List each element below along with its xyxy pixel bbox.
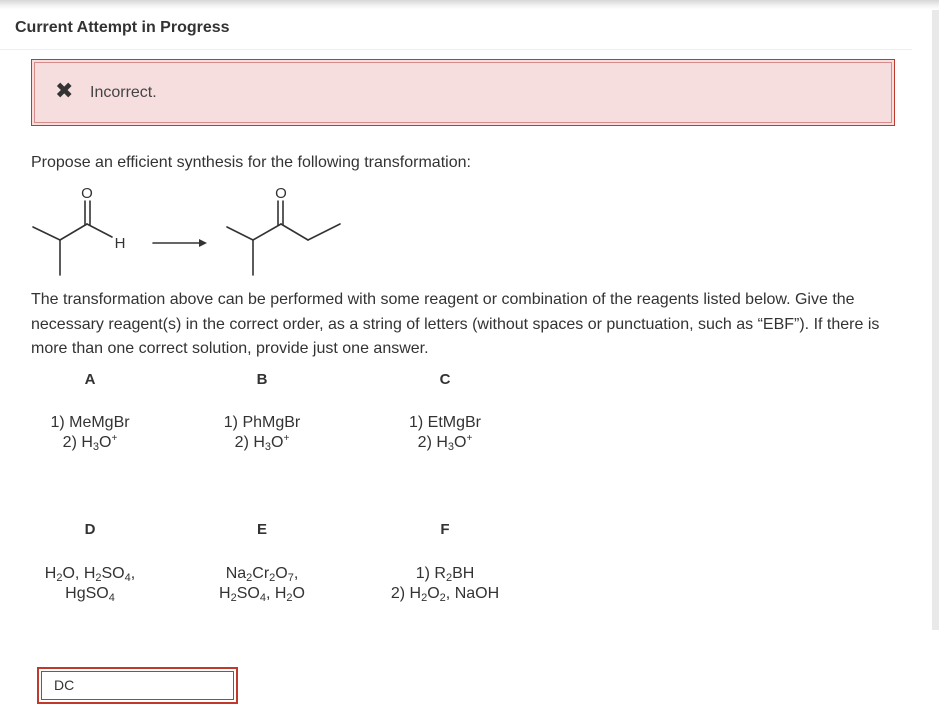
question-prompt: Propose an efficient synthesis for the following transformation:	[31, 154, 471, 171]
reagent-f: 1) $R_2BH$ 2) $H_2O_2$, NaOH	[390, 565, 500, 604]
hydrogen-label: H	[114, 235, 126, 252]
answer-input[interactable]: DC	[41, 671, 234, 700]
reagent-label-f: F	[440, 521, 450, 538]
reagent-e: $Na_2Cr_2O_7$, $H_2SO_4$, $H_2O$	[219, 565, 305, 604]
bond	[281, 224, 308, 240]
reagent-c: 1) EtMgBr 2) $H_3O^+$	[408, 414, 481, 453]
bond	[60, 224, 87, 240]
scrollbar[interactable]	[932, 10, 939, 630]
bond	[33, 227, 60, 240]
reaction-scheme	[31, 182, 361, 282]
oxygen-atom: O	[275, 185, 287, 202]
close-icon: ✖	[55, 78, 74, 103]
reagent-label-e: E	[256, 521, 267, 538]
reagent-label-d: D	[84, 521, 96, 538]
bond	[308, 224, 340, 240]
top-shadow	[0, 0, 939, 10]
alert-text: Incorrect.	[90, 84, 157, 101]
bond	[253, 224, 281, 240]
answer-field[interactable]	[37, 667, 238, 704]
incorrect-alert	[31, 59, 895, 126]
oxygen-atom: O	[81, 185, 93, 202]
reagent-a: 1) MeMgBr 2) $H_3O^+$	[50, 414, 130, 453]
reagent-label-b: B	[256, 371, 268, 388]
reagent-label-a: A	[84, 371, 96, 388]
instructions: The transformation above can be performed with some reagent or combination of the reagents listed below. Give the necessary reagent(s) in the correct order, as a string of letters (without spaces or punctuation, such as “EBF”). If there is more than one correct solution, provide just one answer.	[31, 291, 880, 357]
reaction-arrow-head	[199, 239, 207, 247]
page-title: Current Attempt in Progress	[15, 19, 230, 36]
bond	[87, 224, 112, 237]
reagent-label-c: C	[439, 371, 451, 388]
reagent-b: 1) PhMgBr 2) $H_3O^+$	[223, 414, 301, 453]
reagent-d: $H_2O$, $H_2SO_4$, HgSO$_4$	[44, 565, 136, 604]
header	[0, 10, 912, 50]
bond	[227, 227, 253, 240]
